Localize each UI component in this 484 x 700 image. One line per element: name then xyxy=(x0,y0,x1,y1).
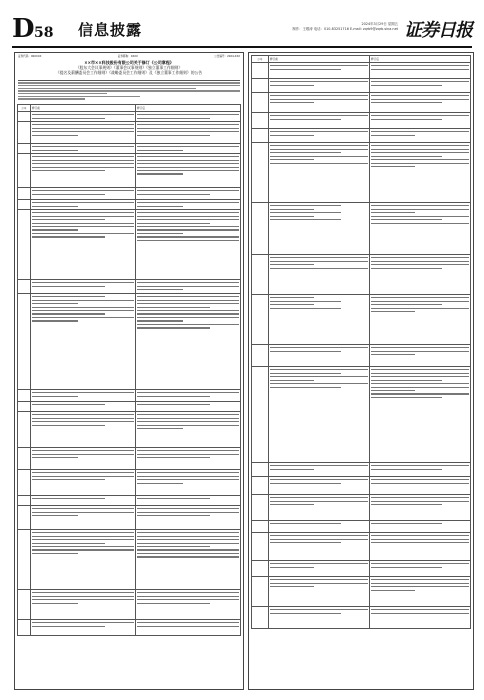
header-before: 修订前 xyxy=(269,56,370,63)
header-before: 修订前 xyxy=(31,105,136,112)
table-row xyxy=(18,619,241,635)
table-row xyxy=(18,447,241,469)
table-row xyxy=(252,203,471,255)
table-row xyxy=(18,505,241,529)
masthead xyxy=(12,14,472,44)
table-row xyxy=(252,345,471,367)
amendment-table-right xyxy=(251,55,471,629)
announcement-header xyxy=(15,53,243,77)
table-row xyxy=(252,79,471,93)
announcement-title: ××市××科技股份有限公司关于修订《公司章程》 xyxy=(84,60,174,65)
table-row xyxy=(18,112,241,122)
table-row xyxy=(18,187,241,199)
masthead-rule xyxy=(12,46,472,48)
editor-contact: 制作：王敬涛 电话：010-83251716 E-mail: zqrb9@zqrb.sina.net xyxy=(292,27,398,31)
table-row xyxy=(18,401,241,411)
stock-tags xyxy=(18,55,240,59)
table-row xyxy=(252,255,471,295)
page-letter: D xyxy=(12,14,35,44)
header-after: 修订后 xyxy=(136,105,241,112)
table-row xyxy=(18,529,241,589)
table-row xyxy=(252,607,471,629)
table-row xyxy=(252,143,471,203)
table-row xyxy=(18,121,241,143)
notice-number: 公告编号：2024-XXX xyxy=(214,55,240,58)
table-row xyxy=(252,63,471,79)
table-row xyxy=(18,143,241,153)
table-row xyxy=(18,389,241,401)
table-row xyxy=(18,279,241,293)
table-row xyxy=(252,129,471,143)
table-row xyxy=(18,469,241,495)
table-row xyxy=(18,293,241,389)
left-column xyxy=(14,52,244,690)
paper-logo: 证券日报 xyxy=(404,20,472,41)
table-row xyxy=(18,153,241,187)
table-row xyxy=(18,209,241,279)
stock-code: 证券代码：00XXXX xyxy=(18,55,42,58)
table-row xyxy=(252,477,471,495)
table-header-row xyxy=(252,56,471,63)
table-row xyxy=(252,577,471,607)
table-row xyxy=(252,295,471,345)
stock-abbr: 证券简称：XXXX xyxy=(117,55,138,58)
table-row xyxy=(252,521,471,533)
issue-date: 2024年3月29日 星期五 xyxy=(361,22,398,26)
table-row xyxy=(18,199,241,209)
header-index: 序号 xyxy=(252,56,269,63)
amendment-table-left xyxy=(17,104,241,636)
header-after: 修订后 xyxy=(370,56,471,63)
section-title: 信息披露 xyxy=(78,21,143,39)
table-row xyxy=(252,367,471,463)
table-row xyxy=(252,533,471,561)
right-column xyxy=(248,52,474,690)
header-index: 序号 xyxy=(18,105,31,112)
table-row xyxy=(252,113,471,129)
announcement-subtitle-2: 《提名及薪酬委员会工作细则》《战略委员会工作细则》及《独立董事工作细则》的公告 xyxy=(55,70,203,76)
intro-paragraph xyxy=(15,77,243,102)
page-number: 58 xyxy=(34,25,54,41)
table-row xyxy=(252,93,471,113)
table-row xyxy=(18,589,241,619)
table-row xyxy=(18,495,241,505)
table-row xyxy=(18,411,241,447)
table-row xyxy=(252,495,471,521)
announcement-subtitle-1: 《股东大会议事规则》《董事会议事规则》《独立董事工作细则》 xyxy=(75,65,183,71)
masthead-meta xyxy=(248,22,398,32)
table-row xyxy=(252,561,471,577)
table-row xyxy=(252,463,471,477)
table-header-row xyxy=(18,105,241,112)
